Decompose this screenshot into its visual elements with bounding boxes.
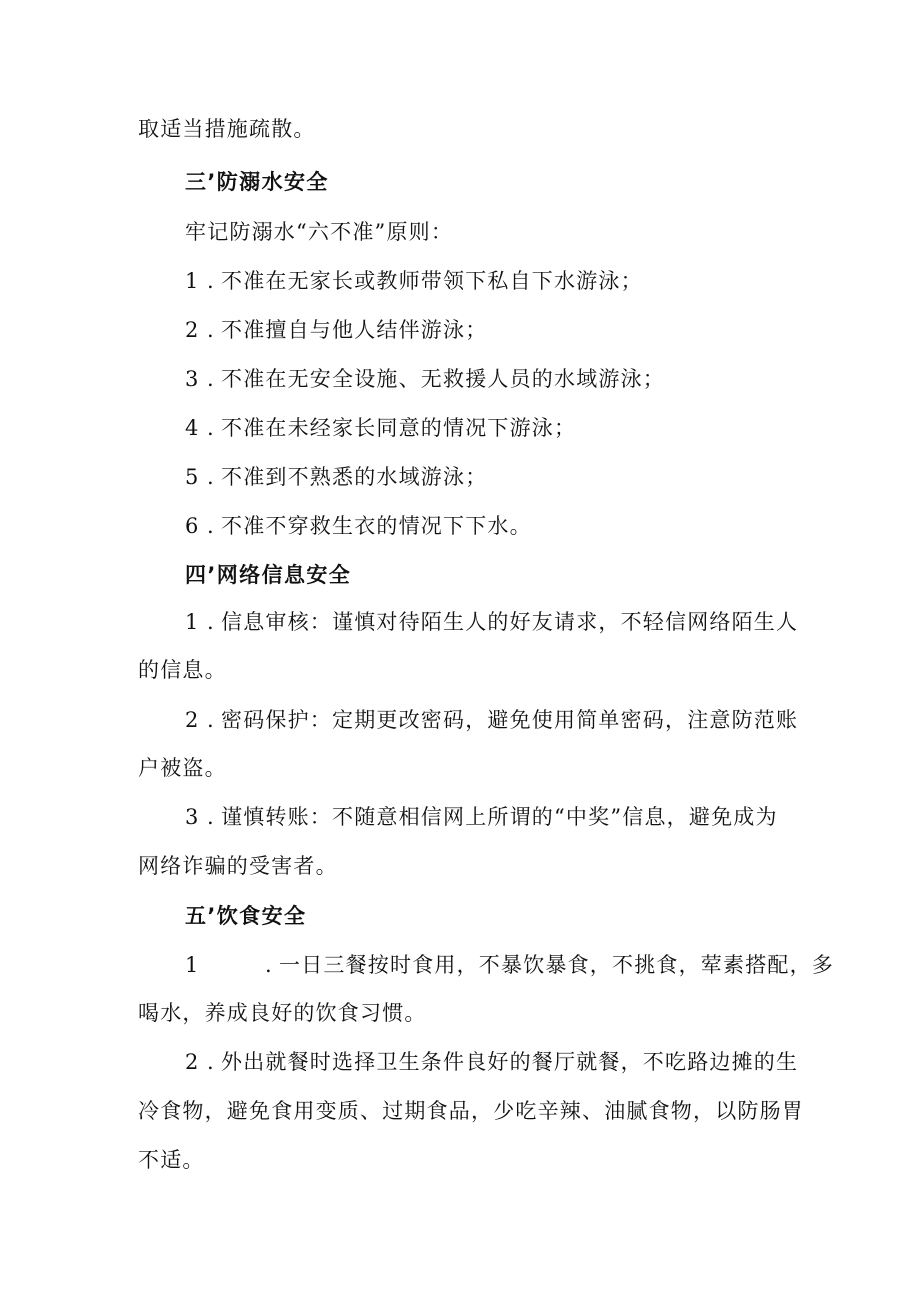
drowning-rule-4: [185, 414, 576, 442]
section-heading-network: [185, 561, 351, 589]
drowning-rule-3: [185, 365, 665, 393]
list-text: 不准在未经家长同意的情况下游泳；: [221, 416, 577, 440]
food-item-1: [185, 951, 834, 979]
drowning-intro: [185, 218, 453, 246]
list-text: 不适。: [138, 1148, 205, 1172]
list-dot: .: [207, 708, 215, 732]
food-item-1-continuation: [138, 999, 427, 1027]
network-item-3: [185, 803, 778, 831]
list-number: 2: [185, 1050, 200, 1074]
list-text: 不准擅自与他人结伴游泳；: [221, 318, 488, 342]
list-text: 不准不穿救生衣的情况下下水。: [221, 514, 532, 538]
list-text: 冷食物，避免食用变质、过期食品，少吃辛辣、油腻食物，以防肠胃: [138, 1099, 804, 1123]
section-heading-food: [185, 902, 306, 930]
list-dot: .: [207, 514, 215, 538]
list-dot: .: [207, 465, 215, 489]
list-text: 外出就餐时选择卫生条件良好的餐厅就餐，不吃路边摊的生: [221, 1050, 799, 1074]
list-text: 喝水，养成良好的饮食习惯。: [138, 1001, 427, 1025]
list-text: 网络诈骗的受害者。: [138, 854, 338, 878]
food-item-2-continuation: [138, 1097, 804, 1125]
drowning-rule-5: [185, 463, 487, 491]
list-text: 信息审核：谨慎对待陌生人的好友请求，不轻信网络陌生人: [221, 610, 799, 634]
list-text: 不准到不熟悉的水域游泳；: [221, 465, 488, 489]
list-number: 1: [185, 269, 200, 293]
list-number: 3: [185, 805, 200, 829]
heading-text: 五’饮食安全: [185, 904, 307, 928]
section-heading-drowning: [185, 168, 329, 196]
paragraph-text: 牢记防溺水“六不准”原则：: [185, 220, 454, 244]
list-number: 1: [185, 610, 200, 634]
food-item-2-continuation-end: [138, 1146, 205, 1174]
drowning-rule-1: [185, 267, 643, 295]
network-item-1: [185, 608, 798, 636]
list-number: 4: [185, 416, 200, 440]
list-dot: .: [207, 416, 215, 440]
list-dot: .: [207, 367, 215, 391]
list-number: 2: [185, 708, 200, 732]
list-number: 6: [185, 514, 200, 538]
list-number: 5: [185, 465, 200, 489]
list-number: 2: [185, 318, 200, 342]
list-dot: .: [207, 269, 215, 293]
list-dot: .: [207, 1050, 215, 1074]
list-number: 1: [185, 953, 200, 977]
food-item-2: [185, 1048, 798, 1076]
list-dot: .: [207, 318, 215, 342]
network-item-2-continuation: [138, 754, 227, 782]
network-item-3-continuation: [138, 852, 338, 880]
list-dot: .: [207, 805, 215, 829]
list-number: 3: [185, 367, 200, 391]
list-text: 一日三餐按时食用，不暴饮暴食，不挑食，荤素搭配，多: [279, 953, 834, 977]
drowning-rule-2: [185, 316, 487, 344]
list-text: 密码保护：定期更改密码，避免使用简单密码，注意防范账: [221, 708, 799, 732]
paragraph-text: 取适当措施疏散。: [138, 117, 316, 141]
network-item-2: [185, 706, 798, 734]
heading-text: 三’防溺水安全: [185, 170, 329, 194]
continued-paragraph: [138, 115, 316, 143]
list-text: 户被盗。: [138, 756, 227, 780]
list-text: 谨慎转账：不随意相信网上所谓的“中奖”信息，避免成为: [221, 805, 778, 829]
heading-text: 四’网络信息安全: [185, 563, 352, 587]
list-text: 的信息。: [138, 658, 227, 682]
network-item-1-continuation: [138, 656, 227, 684]
drowning-rule-6: [185, 512, 532, 540]
list-dot: .: [207, 610, 215, 634]
list-text: 不准在无安全设施、无救援人员的水域游泳；: [221, 367, 665, 391]
list-dot: .: [265, 953, 273, 977]
list-text: 不准在无家长或教师带领下私自下水游泳；: [221, 269, 643, 293]
